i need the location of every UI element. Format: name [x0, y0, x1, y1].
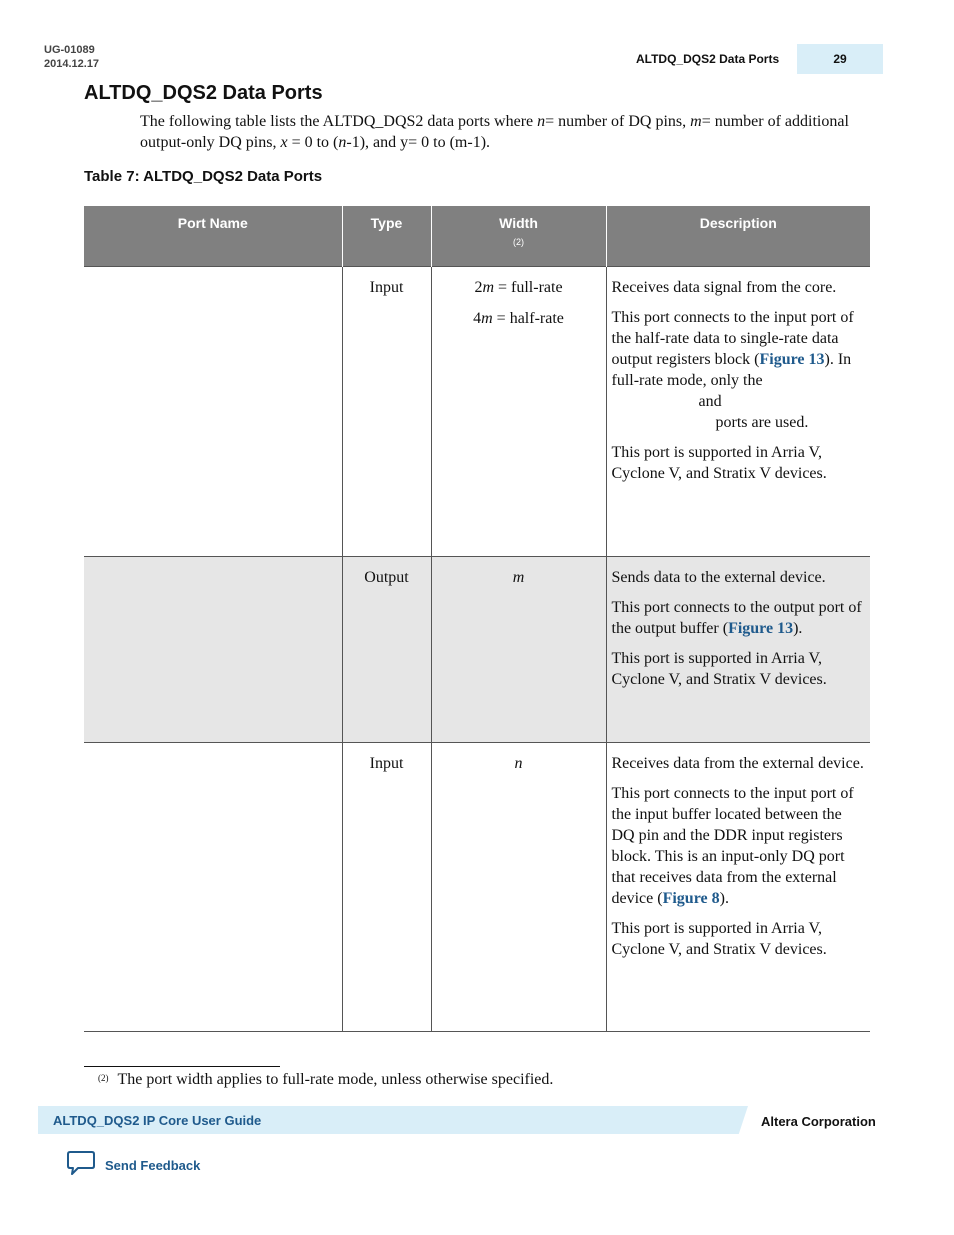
- port-name-cell: [84, 557, 342, 743]
- document-meta: [44, 43, 99, 71]
- running-header-title: ALTDQ_DQS2 Data Ports: [636, 52, 780, 66]
- type-cell: Input: [342, 267, 431, 557]
- description-paragraph: This port is supported in Arria V, Cyclone V, and Stratix V devices.: [611, 650, 827, 688]
- intro-text: = number of additional output-only DQ pins,: [140, 113, 849, 151]
- width-text: = full-rate: [494, 279, 563, 296]
- column-header-width: [431, 206, 606, 267]
- width-number: 4: [473, 310, 482, 327]
- footer-guide-title[interactable]: ALTDQ_DQS2 IP Core User Guide: [53, 1113, 262, 1128]
- intro-var-n: n: [338, 134, 347, 151]
- column-header-width-label: Width: [499, 215, 538, 231]
- width-variable: m: [481, 310, 493, 327]
- width-text: = half-rate: [492, 310, 564, 327]
- table-header-row: [84, 206, 870, 267]
- intro-var-x: x: [280, 134, 288, 151]
- column-header-type: Type: [342, 206, 431, 267]
- description-paragraph: Sends data to the external device.: [611, 569, 826, 586]
- type-cell: Input: [342, 743, 431, 1032]
- intro-var-n: n: [537, 113, 546, 130]
- table-row: [84, 557, 870, 743]
- intro-text: = number of DQ pins,: [545, 113, 691, 130]
- port-name-cell: [84, 743, 342, 1032]
- figure-13-link[interactable]: Figure 13: [728, 620, 794, 637]
- intro-text: = 0 to (: [287, 134, 339, 151]
- description-cell: [606, 267, 870, 557]
- description-text: This port connects to the input port of the input buffer located between the DQ pin and the DDR input registers block. This is an input-only DQ port that receives data from the external device (: [611, 785, 854, 907]
- document-date: 2014.12.17: [44, 58, 100, 70]
- width-cell: [431, 557, 606, 743]
- width-number: 2: [474, 279, 483, 296]
- width-full-rate: [432, 277, 606, 298]
- description-text: ).: [793, 620, 803, 637]
- page-title: ALTDQ_DQS2 Data Ports: [84, 82, 323, 104]
- description-paragraph: Receives data from the external device.: [611, 755, 864, 772]
- footnote-divider: [84, 1066, 280, 1067]
- description-paragraph: [612, 597, 865, 639]
- width-cell: [431, 267, 606, 557]
- description-cell: [606, 743, 870, 1032]
- column-header-description: Description: [606, 206, 870, 267]
- width-variable: n: [514, 755, 523, 772]
- description-paragraph: This port is supported in Arria V, Cyclone V, and Stratix V devices.: [611, 444, 827, 482]
- send-feedback-link[interactable]: [66, 1150, 200, 1181]
- description-paragraph: Receives data signal from the core.: [611, 279, 837, 296]
- description-cell: [606, 557, 870, 743]
- description-paragraph: [612, 783, 865, 909]
- footnote-mark: (2): [98, 1073, 109, 1083]
- description-text: This port connects to the input port of the half-rate data to single-rate data output registers block (: [611, 309, 854, 368]
- description-text: ).: [719, 890, 729, 907]
- footnote-text: The port width applies to full-rate mode, unless otherwise specified.: [117, 1071, 554, 1088]
- column-header-port-name: Port Name: [84, 206, 342, 267]
- page-number: 29: [833, 52, 847, 66]
- table-caption: Table 7: ALTDQ_DQS2 Data Ports: [84, 168, 323, 185]
- send-feedback-label[interactable]: Send Feedback: [105, 1158, 201, 1173]
- description-text: and: [698, 393, 722, 410]
- figure-8-link[interactable]: Figure 8: [662, 890, 720, 907]
- width-variable: m: [512, 569, 525, 586]
- table-row: [84, 743, 870, 1032]
- table-row: [84, 267, 870, 557]
- description-text: This port connects to the output port of the output buffer (: [611, 599, 862, 637]
- intro-var-m: m: [690, 113, 702, 130]
- width-variable: m: [482, 279, 494, 296]
- footer-company: Altera Corporation: [761, 1114, 876, 1129]
- footnote: [98, 1071, 553, 1089]
- figure-13-link[interactable]: Figure 13: [759, 351, 825, 368]
- description-paragraph: This port is supported in Arria V, Cyclone V, and Stratix V devices.: [611, 920, 827, 958]
- description-paragraph: [612, 307, 865, 433]
- width-half-rate: [432, 308, 606, 329]
- description-text: ). In full-rate mode, only the: [611, 351, 852, 389]
- type-cell: Output: [342, 557, 431, 743]
- intro-text: -1), and y= 0 to (m-1).: [346, 134, 491, 151]
- width-footnote-ref[interactable]: (2): [513, 237, 524, 247]
- intro-paragraph: [140, 111, 850, 153]
- intro-text: The following table lists the ALTDQ_DQS2 data ports where: [140, 113, 538, 130]
- speech-bubble-icon: [66, 1150, 96, 1181]
- description-text: ports are used.: [715, 414, 809, 431]
- width-cell: [431, 743, 606, 1032]
- document-id: UG-01089: [44, 44, 95, 56]
- data-ports-table: [84, 206, 870, 1032]
- port-name-cell: [84, 267, 342, 557]
- page-number-box: [797, 44, 883, 74]
